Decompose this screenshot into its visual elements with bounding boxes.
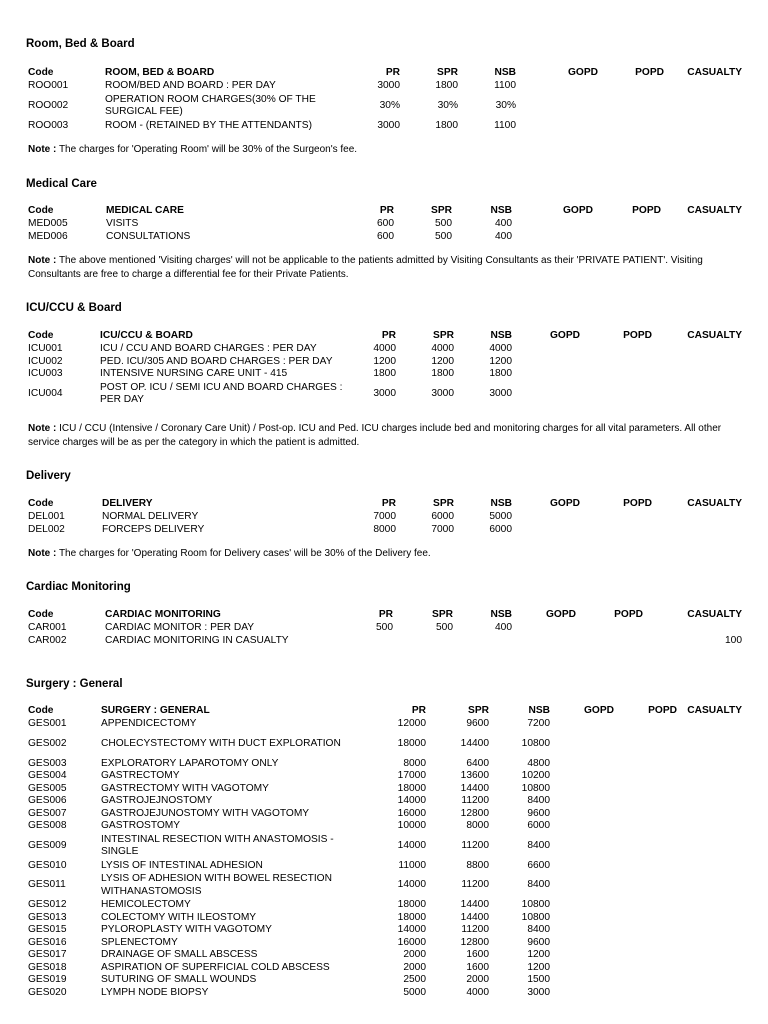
code-cell: GES001	[28, 718, 67, 729]
code-cell: ICU003	[28, 368, 63, 379]
col-pr: PR	[381, 497, 396, 509]
spr-cell: 1800	[431, 368, 454, 379]
col-nsb: NSB	[490, 608, 512, 620]
nsb-cell: 4800	[527, 757, 550, 769]
code-cell: ICU004	[28, 387, 63, 399]
spr-cell: 1600	[466, 949, 489, 960]
col-popd: POPD	[623, 497, 652, 509]
desc-cell: OPERATION ROOM CHARGES(30% OF THE SURGICAL FEE)	[105, 93, 316, 117]
table-row	[28, 511, 742, 524]
table-row	[28, 635, 742, 648]
table-row	[28, 718, 742, 731]
section-title-room: Room, Bed & Board	[26, 38, 135, 50]
col-code: Code	[28, 204, 54, 216]
section-title-delivery: Delivery	[26, 470, 71, 482]
pr-cell: 14000	[397, 795, 426, 806]
col-desc: MEDICAL CARE	[106, 204, 184, 216]
code-cell: MED006	[28, 230, 68, 242]
desc-cell: COLECTOMY WITH ILEOSTOMY	[101, 911, 257, 923]
spr-cell: 11200	[461, 839, 489, 851]
spr-cell: 6400	[466, 757, 489, 769]
pr-cell: 14000	[397, 924, 426, 935]
code-cell: GES008	[28, 820, 67, 831]
code-cell: GES003	[28, 757, 67, 769]
col-desc: ICU/CCU & BOARD	[100, 329, 193, 341]
table-row	[28, 937, 742, 950]
nsb-cell: 8400	[527, 924, 550, 935]
pr-cell: 16000	[397, 936, 426, 948]
nsb-cell: 8400	[527, 879, 550, 891]
pr-cell: 2500	[403, 974, 426, 985]
pr-cell: 600	[377, 230, 394, 242]
col-code: Code	[28, 329, 54, 341]
code-cell: GES012	[28, 899, 67, 910]
col-desc: SURGERY : GENERAL	[101, 704, 210, 716]
code-cell: ROO003	[28, 119, 69, 131]
nsb-cell: 30%	[495, 99, 516, 111]
pr-cell: 4000	[373, 343, 396, 354]
col-casualty: CASUALTY	[687, 704, 742, 716]
pr-cell: 5000	[403, 986, 426, 998]
col-gopd: GOPD	[545, 608, 576, 620]
nsb-cell: 6600	[527, 859, 550, 871]
desc-cell: GASTRECTOMY WITH VAGOTOMY	[101, 782, 269, 794]
code-cell: GES004	[28, 770, 67, 781]
pr-cell: 3000	[377, 80, 400, 91]
note-label: Note :	[28, 548, 57, 559]
code-cell: GES002	[28, 737, 67, 749]
spr-cell: 11200	[461, 795, 489, 806]
table-row	[28, 872, 742, 899]
code-cell: ROO001	[28, 80, 69, 91]
table-row	[28, 987, 742, 1000]
desc-cell: LYSIS OF ADHESION WITH BOWEL RESECTION WITHANASTOMOSIS	[101, 873, 332, 897]
table-row	[28, 343, 742, 356]
nsb-cell: 8400	[527, 795, 550, 806]
col-spr: SPR	[437, 66, 458, 78]
spr-cell: 14400	[460, 737, 489, 749]
spr-cell: 1800	[435, 80, 458, 91]
pr-cell: 1800	[373, 368, 396, 379]
table-row	[28, 783, 742, 796]
icu-table	[28, 329, 742, 408]
pr-cell: 12000	[397, 718, 426, 729]
nsb-cell: 7200	[527, 718, 550, 729]
surgery-rows	[28, 718, 742, 999]
table-row	[28, 758, 742, 771]
code-cell: DEL001	[28, 511, 65, 522]
pr-cell: 2000	[403, 961, 426, 973]
spr-cell: 7000	[431, 523, 454, 535]
table-row	[28, 912, 742, 925]
table-row	[28, 962, 742, 975]
pr-cell: 18000	[397, 911, 426, 923]
col-code: Code	[28, 608, 54, 620]
spr-cell: 500	[435, 230, 452, 242]
table-row	[28, 80, 742, 93]
spr-cell: 6000	[431, 511, 454, 522]
col-spr: SPR	[431, 204, 452, 216]
code-cell: GES006	[28, 795, 67, 806]
note-text: The above mentioned 'Visiting charges' will not be applicable to the patients admitted by Visiting Consultants as their 'PRIVATE PATIENT'. Visiting Consultants are free to charge a differential fee for their Private Patients.	[28, 255, 703, 280]
desc-cell: GASTRECTOMY	[101, 770, 180, 781]
spr-cell: 500	[436, 622, 453, 633]
col-gopd: GOPD	[567, 66, 598, 78]
nsb-cell: 400	[495, 230, 512, 242]
table-row	[28, 820, 742, 833]
nsb-cell: 3000	[527, 986, 550, 998]
spr-cell: 1800	[435, 119, 458, 131]
table-row	[28, 808, 742, 821]
room-note	[28, 143, 740, 157]
code-cell: GES013	[28, 911, 67, 923]
col-pr: PR	[381, 329, 396, 341]
pr-cell: 500	[376, 622, 393, 633]
pr-cell: 8000	[373, 523, 396, 535]
table-row	[28, 120, 742, 133]
col-popd: POPD	[648, 704, 677, 716]
code-cell: GES007	[28, 807, 67, 819]
spr-cell: 8000	[466, 820, 489, 831]
col-popd: POPD	[632, 204, 661, 216]
nsb-cell: 6000	[489, 523, 512, 535]
nsb-cell: 10800	[521, 899, 550, 910]
table-row	[28, 974, 742, 987]
spr-cell: 3000	[431, 387, 454, 399]
desc-cell: ASPIRATION OF SUPERFICIAL COLD ABSCESS	[101, 961, 330, 973]
note-text: The charges for 'Operating Room for Delivery cases' will be 30% of the Delivery fee.	[58, 548, 431, 559]
note-label: Note :	[28, 255, 57, 266]
spr-cell: 1600	[466, 961, 489, 973]
pr-cell: 2000	[403, 949, 426, 960]
table-row	[28, 368, 742, 381]
nsb-cell	[453, 635, 512, 648]
col-nsb: NSB	[490, 204, 512, 216]
spr-cell: 2000	[466, 974, 489, 985]
desc-cell: CONSULTATIONS	[106, 230, 191, 242]
code-cell: GES005	[28, 782, 67, 794]
pr-cell: 14000	[397, 879, 426, 891]
col-casualty: CASUALTY	[687, 608, 742, 620]
desc-cell: HEMICOLECTOMY	[101, 899, 191, 910]
medical-table	[28, 204, 742, 243]
note-label: Note :	[28, 423, 57, 434]
col-gopd: GOPD	[562, 204, 593, 216]
desc-cell: INTESTINAL RESECTION WITH ANASTOMOSIS - SINGLE	[101, 833, 334, 857]
col-popd: POPD	[623, 329, 652, 341]
note-text: The charges for 'Operating Room' will be 30% of the Surgeon's fee.	[58, 144, 358, 155]
desc-cell: GASTROJEJNOSTOMY	[101, 795, 213, 806]
table-row	[28, 899, 742, 912]
room-table	[28, 66, 742, 132]
col-pr: PR	[379, 204, 394, 216]
desc-cell: NORMAL DELIVERY	[102, 511, 199, 522]
spr-cell: 14400	[460, 782, 489, 794]
col-nsb: NSB	[490, 329, 512, 341]
desc-cell: ROOM - (RETAINED BY THE ATTENDANTS)	[105, 119, 312, 131]
code-cell: GES020	[28, 986, 67, 998]
table-row	[28, 93, 742, 120]
code-cell: GES019	[28, 974, 67, 985]
pr-cell: 18000	[397, 737, 426, 749]
pr-cell: 3000	[373, 387, 396, 399]
pr-cell: 1200	[373, 355, 396, 367]
col-casualty: CASUALTY	[687, 66, 742, 78]
nsb-cell: 10800	[521, 782, 550, 794]
table-header	[28, 66, 742, 80]
section-title-icu: ICU/CCU & Board	[26, 302, 122, 314]
pr-cell: 3000	[377, 119, 400, 131]
spr-cell: 9600	[466, 718, 489, 729]
icu-note	[28, 422, 740, 449]
table-row	[28, 731, 742, 758]
col-gopd: GOPD	[583, 704, 614, 716]
desc-cell: LYMPH NODE BIOPSY	[101, 986, 209, 998]
col-popd: POPD	[614, 608, 643, 620]
table-row	[28, 860, 742, 873]
col-nsb: NSB	[494, 66, 516, 78]
col-nsb: NSB	[528, 704, 550, 716]
pr-cell: 14000	[397, 839, 426, 851]
table-row	[28, 622, 742, 635]
nsb-cell: 10800	[521, 911, 550, 923]
table-row	[28, 218, 742, 231]
section-title-medical: Medical Care	[26, 178, 97, 190]
table-row	[28, 949, 742, 962]
code-cell: GES015	[28, 924, 67, 935]
nsb-cell: 9600	[527, 807, 550, 819]
col-nsb: NSB	[490, 497, 512, 509]
code-cell: GES011	[28, 879, 66, 891]
table-row	[28, 524, 742, 537]
spr-cell: 13600	[460, 770, 489, 781]
desc-cell: SPLENECTOMY	[101, 936, 178, 948]
col-spr: SPR	[433, 329, 454, 341]
code-cell: CAR002	[28, 634, 67, 646]
col-spr: SPR	[432, 608, 453, 620]
table-row	[28, 924, 742, 937]
nsb-cell: 400	[495, 218, 512, 229]
table-row	[28, 231, 742, 244]
table-header	[28, 329, 742, 343]
spr-cell: 12800	[460, 807, 489, 819]
table-header	[28, 204, 742, 218]
cardiac-table	[28, 608, 742, 647]
desc-cell: PED. ICU/305 AND BOARD CHARGES : PER DAY	[100, 355, 333, 367]
code-cell: DEL002	[28, 523, 65, 535]
spr-cell: 8800	[466, 859, 489, 871]
spr-cell: 12800	[460, 936, 489, 948]
col-code: Code	[28, 497, 54, 509]
nsb-cell: 1500	[527, 974, 550, 985]
col-desc: CARDIAC MONITORING	[105, 608, 221, 620]
nsb-cell: 10200	[521, 770, 550, 781]
desc-cell: PYLOROPLASTY WITH VAGOTOMY	[101, 924, 272, 935]
nsb-cell: 1200	[527, 961, 550, 973]
table-row	[28, 833, 742, 860]
nsb-cell: 400	[495, 622, 512, 633]
nsb-cell: 10800	[521, 737, 550, 749]
col-casualty: CASUALTY	[687, 497, 742, 509]
pr-cell	[351, 635, 393, 648]
code-cell: ICU001	[28, 343, 63, 354]
col-gopd: GOPD	[549, 497, 580, 509]
desc-cell: CHOLECYSTECTOMY WITH DUCT EXPLORATION	[101, 737, 341, 749]
spr-cell: 11200	[461, 879, 489, 891]
note-text: ICU / CCU (Intensive / Coronary Care Unit) / Post-op. ICU and Ped. ICU charges include bed and monitoring charges for all vital parameters. All other service charges will be as per the category in which the patient is admitted.	[28, 423, 722, 448]
section-title-surgery: Surgery : General	[26, 678, 123, 690]
code-cell: GES009	[28, 839, 67, 851]
table-row	[28, 381, 742, 408]
nsb-cell: 6000	[527, 820, 550, 831]
nsb-cell: 1100	[494, 80, 516, 91]
pr-cell: 8000	[403, 757, 426, 769]
code-cell: ICU002	[28, 355, 63, 367]
desc-cell: LYSIS OF INTESTINAL ADHESION	[101, 859, 263, 871]
code-cell: GES017	[28, 949, 67, 960]
pr-cell: 16000	[397, 807, 426, 819]
col-desc: DELIVERY	[102, 497, 153, 509]
table-row	[28, 770, 742, 783]
delivery-table	[28, 497, 742, 536]
nsb-cell: 9600	[527, 936, 550, 948]
pr-cell: 7000	[373, 511, 396, 522]
code-cell: GES010	[28, 859, 67, 871]
medical-note	[28, 254, 740, 281]
code-cell: GES016	[28, 936, 67, 948]
desc-cell: CARDIAC MONITOR : PER DAY	[105, 622, 255, 633]
surgery-table	[28, 704, 742, 999]
spr-cell	[393, 635, 453, 648]
desc-cell: EXPLORATORY LAPAROTOMY ONLY	[101, 757, 279, 769]
desc-cell: SUTURING OF SMALL WOUNDS	[101, 974, 257, 985]
pr-cell: 30%	[379, 99, 400, 111]
col-code: Code	[28, 66, 54, 78]
section-title-cardiac: Cardiac Monitoring	[26, 581, 131, 593]
spr-cell: 14400	[460, 911, 489, 923]
desc-cell: FORCEPS DELIVERY	[102, 523, 205, 535]
delivery-note	[28, 547, 740, 561]
col-spr: SPR	[433, 497, 454, 509]
code-cell: ROO002	[28, 99, 69, 111]
spr-cell: 14400	[460, 899, 489, 910]
note-label: Note :	[28, 144, 57, 155]
col-desc: ROOM, BED & BOARD	[105, 66, 215, 78]
code-cell: CAR001	[28, 622, 67, 633]
col-pr: PR	[385, 66, 400, 78]
desc-cell: APPENDICECTOMY	[101, 718, 197, 729]
pr-cell: 600	[377, 218, 394, 229]
table-header	[28, 608, 742, 622]
desc-cell: ROOM/BED AND BOARD : PER DAY	[105, 80, 276, 91]
col-popd: POPD	[635, 66, 664, 78]
spr-cell: 4000	[431, 343, 454, 354]
desc-cell: GASTROJEJUNOSTOMY WITH VAGOTOMY	[101, 807, 310, 819]
desc-cell: ICU / CCU AND BOARD CHARGES : PER DAY	[100, 343, 317, 354]
spr-cell: 1200	[431, 355, 454, 367]
pr-cell: 10000	[397, 820, 426, 831]
col-gopd: GOPD	[549, 329, 580, 341]
spr-cell: 11200	[461, 924, 489, 935]
col-code: Code	[28, 704, 54, 716]
nsb-cell: 5000	[489, 511, 512, 522]
code-cell: MED005	[28, 218, 68, 229]
spr-cell: 4000	[466, 986, 489, 998]
col-pr: PR	[411, 704, 426, 716]
pr-cell: 11000	[398, 859, 426, 871]
pr-cell: 18000	[397, 782, 426, 794]
desc-cell: INTENSIVE NURSING CARE UNIT - 415	[100, 368, 288, 379]
col-casualty: CASUALTY	[687, 329, 742, 341]
col-pr: PR	[378, 608, 393, 620]
pr-cell: 18000	[397, 899, 426, 910]
desc-cell: DRAINAGE OF SMALL ABSCESS	[101, 949, 258, 960]
desc-cell: VISITS	[106, 218, 139, 229]
spr-cell: 30%	[437, 99, 458, 111]
casualty-cell	[643, 622, 742, 635]
nsb-cell: 1200	[489, 355, 512, 367]
table-header	[28, 497, 742, 511]
nsb-cell: 1100	[494, 119, 516, 131]
casualty-cell: 100	[725, 634, 742, 646]
spr-cell: 500	[435, 218, 452, 229]
pr-cell: 17000	[397, 770, 426, 781]
code-cell: GES018	[28, 961, 67, 973]
col-casualty: CASUALTY	[687, 204, 742, 216]
desc-cell: POST OP. ICU / SEMI ICU AND BOARD CHARGES : PER DAY	[100, 381, 343, 405]
desc-cell: GASTROSTOMY	[101, 820, 181, 831]
nsb-cell: 1200	[527, 949, 550, 960]
table-row	[28, 356, 742, 369]
table-row	[28, 795, 742, 808]
nsb-cell: 4000	[489, 343, 512, 354]
table-header	[28, 704, 742, 718]
nsb-cell: 1800	[489, 368, 512, 379]
col-spr: SPR	[468, 704, 489, 716]
nsb-cell: 8400	[527, 839, 550, 851]
desc-cell: CARDIAC MONITORING IN CASUALTY	[105, 634, 289, 646]
nsb-cell: 3000	[489, 387, 512, 399]
